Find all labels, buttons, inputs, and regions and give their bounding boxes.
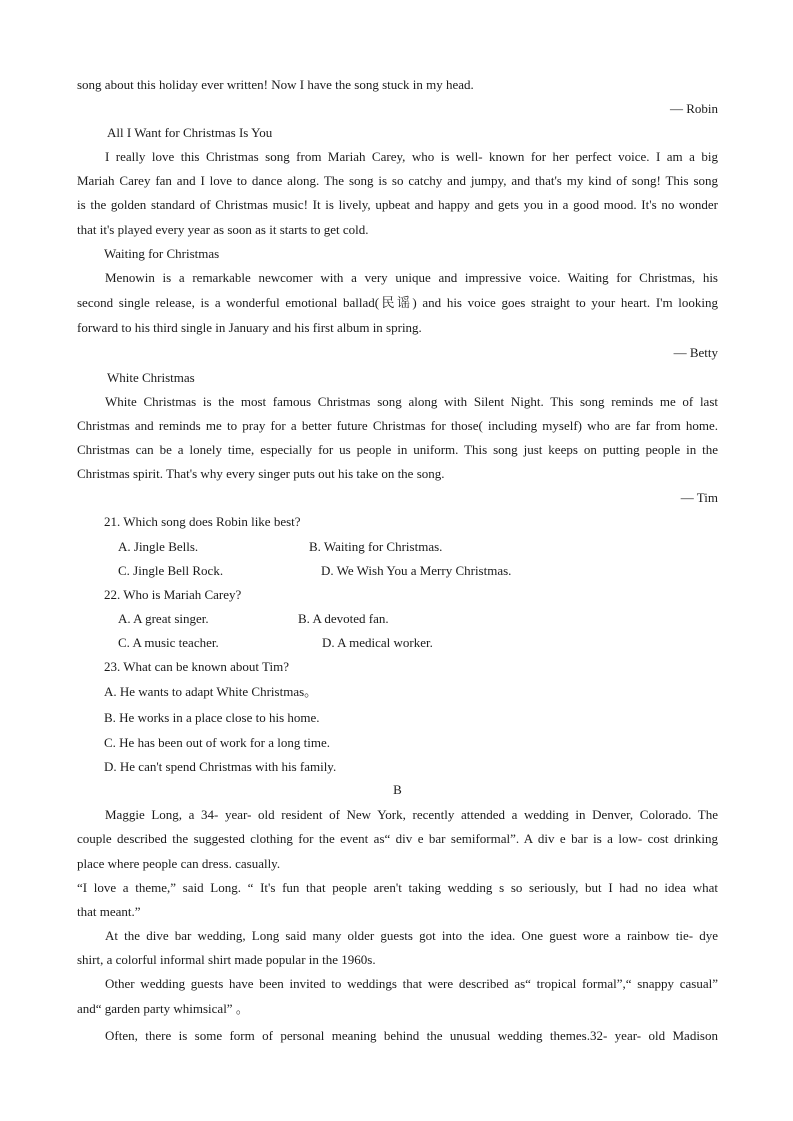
options-row [77, 611, 718, 627]
option-22-a: A. A great singer. [118, 611, 209, 626]
option-23-d: D. He can't spend Christmas with his family. [104, 759, 337, 774]
passage-line: Christmas can be a lonely time, especially for us people in uniform. This song just keeps on putting people in the [77, 442, 718, 457]
song-title: White Christmas [107, 370, 195, 385]
option-23-c: C. He has been out of work for a long time. [104, 735, 331, 750]
option-23-a: A. He wants to adapt White Christmas。 [104, 684, 318, 699]
passage-line: “I love a theme,” said Long. “ It's fun that people aren't taking wedding s so seriously, but I had no idea what [77, 880, 718, 895]
question-23: 23. What can be known about Tim? [104, 659, 289, 674]
passage-line: I really love this Christmas song from Mariah Carey, who is well- known for her perfect voice. I am a big [105, 149, 718, 164]
option-22-d: D. A medical worker. [322, 635, 433, 650]
passage-line: is the golden standard of Christmas music! It is lively, upbeat and happy and gets you in a good mood. It's no wonder [77, 197, 718, 212]
song-title: All I Want for Christmas Is You [107, 125, 273, 140]
question-21: 21. Which song does Robin like best? [104, 514, 301, 529]
passage-line: Christmas and reminds me to pray for a better future Christmas for those( including myself) who are far from home. [77, 418, 718, 433]
passage-line: Mariah Carey fan and I love to dance along. The song is so catchy and jumpy, and that's my kind of song! This song [77, 173, 718, 188]
question-22: 22. Who is Mariah Carey? [104, 587, 242, 602]
options-row [77, 563, 718, 579]
option-23-b: B. He works in a place close to his home. [104, 710, 320, 725]
author-signature: — Robin [669, 101, 718, 116]
passage-line: Often, there is some form of personal meaning behind the unusual wedding themes.32- year- old Madison [105, 1028, 718, 1043]
passage-line: Menowin is a remarkable newcomer with a very unique and impressive voice. Waiting for Christmas, his [105, 270, 718, 285]
passage-line: At the dive bar wedding, Long said many older guests got into the idea. One guest wore a rainbow tie- dye [105, 928, 718, 943]
song-title: Waiting for Christmas [104, 246, 220, 261]
passage-line: White Christmas is the most famous Christmas song along with Silent Night. This song reminds me of last [105, 394, 718, 409]
option-21-a: A. Jingle Bells. [118, 539, 199, 554]
passage-line: song about this holiday ever written! Now I have the song stuck in my head. [77, 77, 474, 92]
passage-line: Maggie Long, a 34- year- old resident of New York, recently attended a wedding in Denver, Colorado. The [105, 807, 718, 822]
passage-line: Christmas spirit. That's why every singer puts out his take on the song. [77, 466, 445, 481]
options-row [77, 635, 718, 651]
author-signature: — Betty [673, 345, 718, 360]
passage-line: second single release, is a wonderful emotional ballad(民谣) and his voice goes straight to your heart. I'm looking [77, 295, 718, 310]
passage-line: place where people can dress. casually. [77, 856, 281, 871]
option-21-b: B. Waiting for Christmas. [309, 539, 443, 554]
passage-line: and“ garden party whimsical” 。 [77, 1001, 249, 1016]
author-signature: — Tim [680, 490, 718, 505]
passage-line: that it's played every year as soon as it starts to get cold. [77, 222, 369, 237]
option-21-d: D. We Wish You a Merry Christmas. [321, 563, 512, 578]
passage-line: forward to his third single in January and his first album in spring. [77, 320, 422, 335]
passage-line: shirt, a colorful informal shirt made popular in the 1960s. [77, 952, 376, 967]
passage-line: Other wedding guests have been invited to weddings that were described as“ tropical formal”,“ snappy casual” [105, 976, 718, 991]
option-22-c: C. A music teacher. [118, 635, 219, 650]
passage-line: couple described the suggested clothing for the event as“ div e bar semiformal”. A div e bar is a low- cost drinking [77, 831, 718, 846]
options-row [77, 539, 718, 555]
option-21-c: C. Jingle Bell Rock. [118, 563, 224, 578]
passage-line: that meant.” [77, 904, 141, 919]
section-heading: B [393, 782, 402, 797]
option-22-b: B. A devoted fan. [298, 611, 389, 626]
